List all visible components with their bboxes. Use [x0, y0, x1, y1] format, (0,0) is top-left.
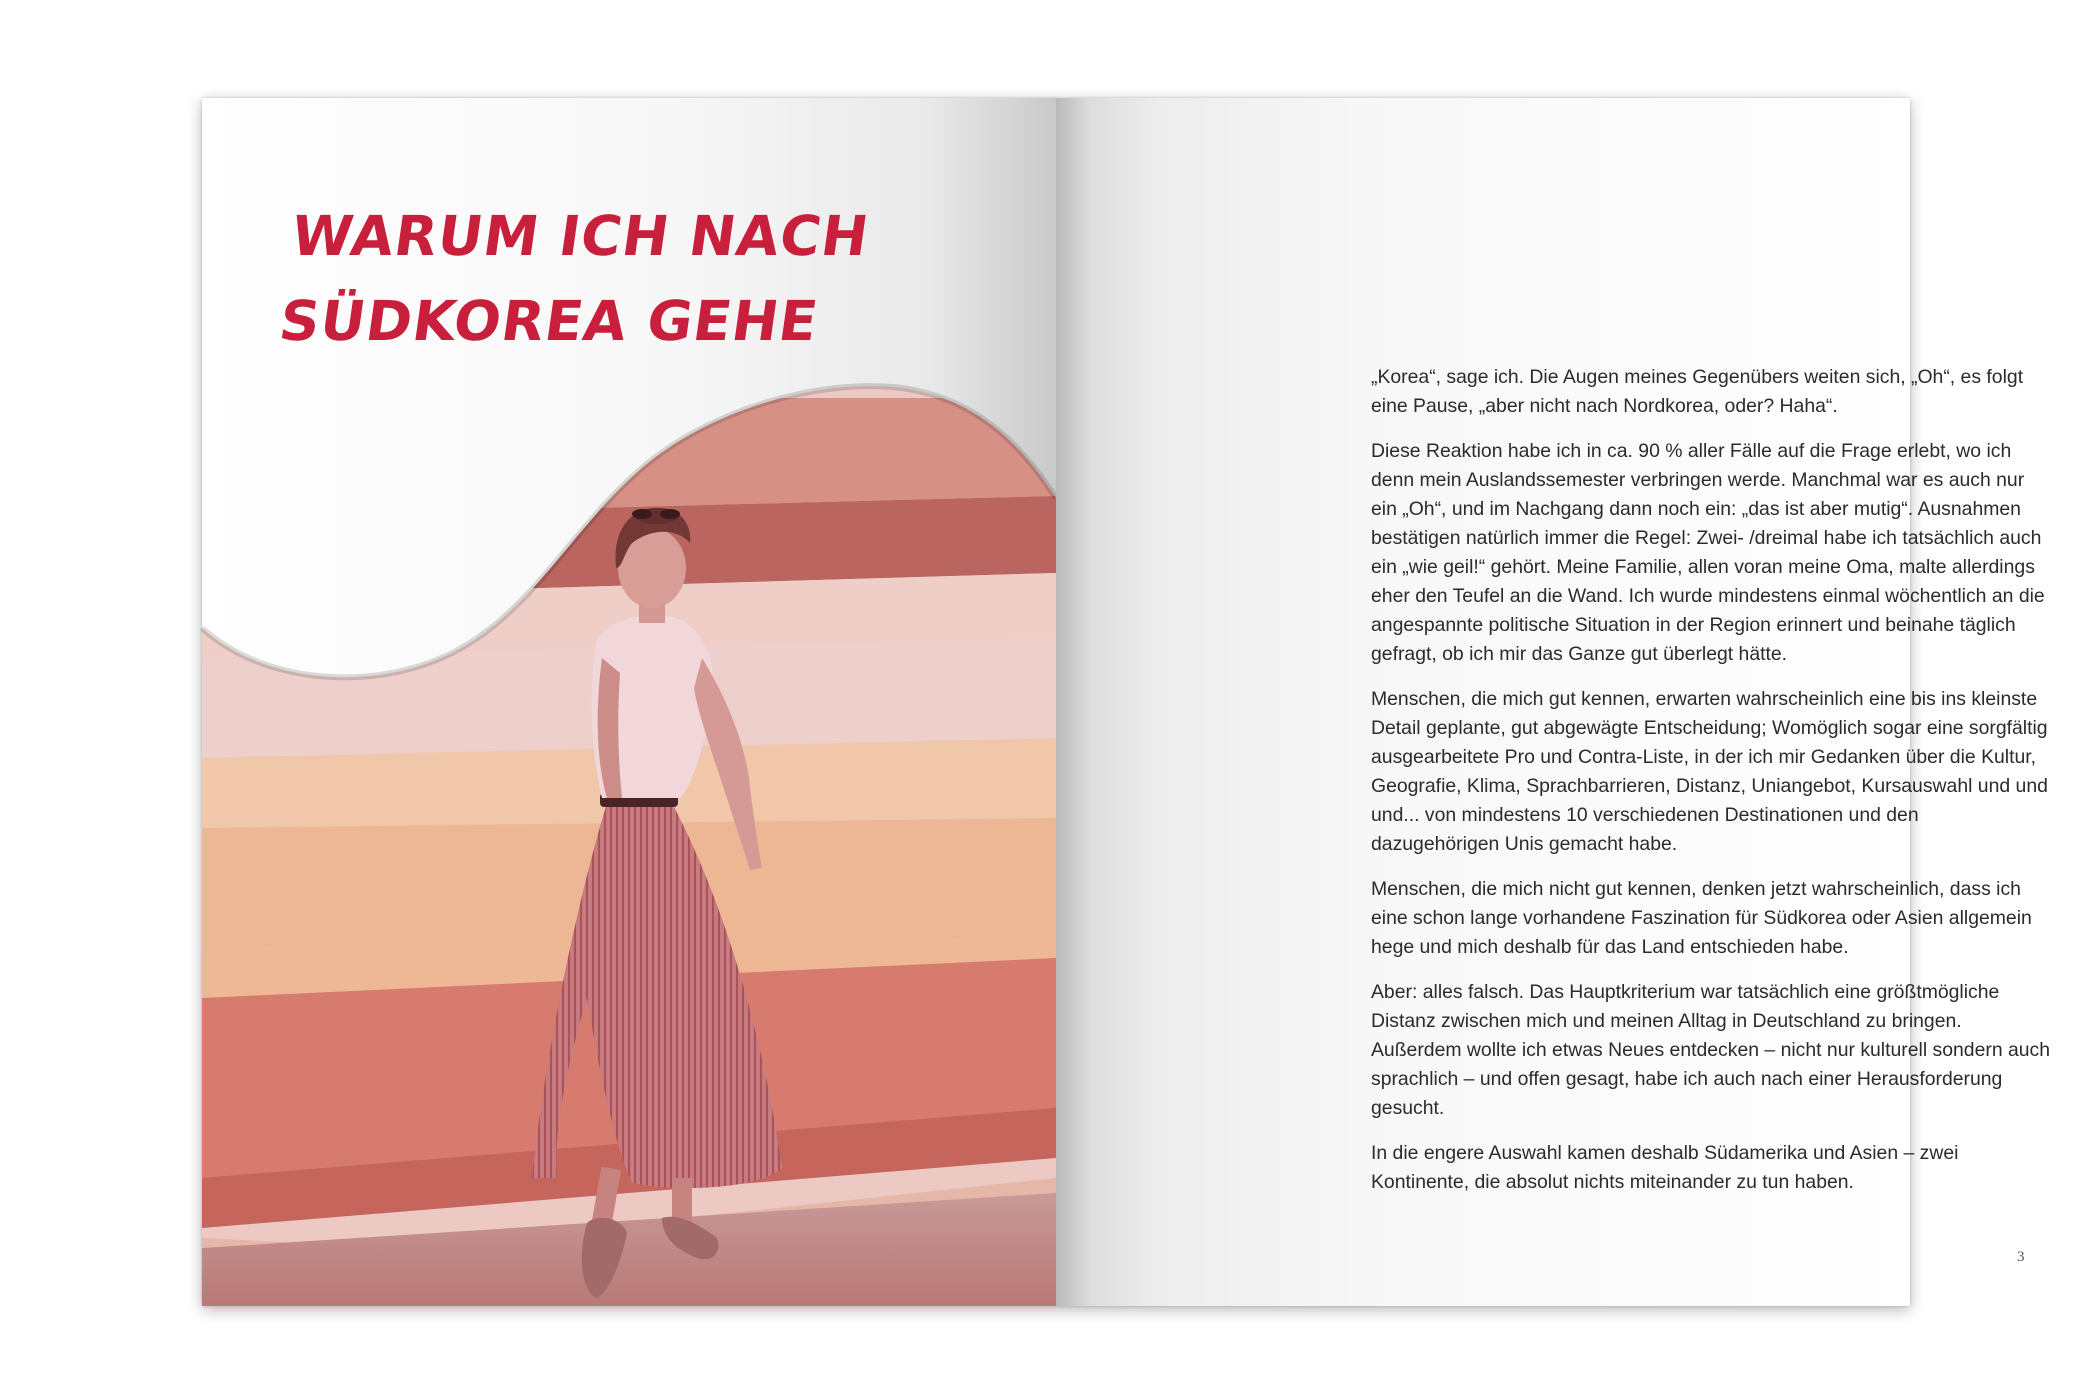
paragraph-2: Diese Reaktion habe ich in ca. 90 % aller Fälle auf die Frage erlebt, wo ich denn mein Auslandssemester verbringen werde. Manchmal war es auch nur ein „Oh“, und im Nachgang dann noch ein: „das ist aber mutig“. Ausnahmen bestätigen natürlich immer die Regel: Zwei- /dreimal habe ich tatsächlich auch ein „wie geil!“ gehört. Meine Familie, allen voran meine Oma, malte allerdings eher den Teufel an die Wand. Ich wurde mindestens einmal wöchentlich an die angespannte politische Situation in der Region erinnert und beinahe täglich gefragt, ob ich mir das Ganze gut überlegt hätte.	[1371, 440, 2045, 665]
right-page	[1056, 98, 2051, 1306]
left-page	[202, 98, 1056, 1306]
article-body	[1371, 363, 2051, 1213]
paragraph-1: „Korea“, sage ich. Die Augen meines Gegenübers weiten sich, „Oh“, es folgt eine Pause, „aber nicht nach Nordkorea, oder? Haha“.	[1371, 366, 2024, 417]
paragraph-3: Menschen, die mich gut kennen, erwarten wahrscheinlich eine bis ins kleinste Detail geplante, gut abgewägte Entscheidung; Womöglich sogar eine sorgfältig ausgearbeitete Pro und Contra-Liste, in der ich mir Gedanken über die Kultur, Geografie, Klima, Sprachbarrieren, Distanz, Uniangebot, Kursauswahl und und und... von mindestens 10 verschiedenen Destinationen und den dazugehörigen Unis gemacht habe.	[1371, 688, 2048, 855]
title-line-1: WARUM ICH NACH	[287, 204, 874, 268]
magazine-spread	[202, 98, 2051, 1306]
paragraph-4: Menschen, die mich nicht gut kennen, denken jetzt wahrscheinlich, dass ich eine schon lange vorhandene Faszination für Südkorea oder Asien allgemein hege und mich deshalb für das Land entschieden habe.	[1371, 878, 2032, 958]
page-number: 3	[2017, 1249, 2025, 1265]
photo-woman-walking	[202, 98, 1056, 1306]
paragraph-6: In die engere Auswahl kamen deshalb Südamerika und Asien – zwei Kontinente, die absolut nichts miteinander zu tun haben.	[1371, 1142, 1959, 1193]
paragraph-5: Aber: alles falsch. Das Hauptkriterium war tatsächlich eine größtmögliche Distanz zwischen mich und meinen Alltag in Deutschland zu bringen. Außerdem wollte ich etwas Neues entdecken – nicht nur kulturell sondern auch sprachlich – und offen gesagt, habe ich auch nach einer Herausforderung gesucht.	[1371, 981, 2051, 1119]
title-line-2: SÜDKOREA GEHE	[275, 289, 823, 353]
